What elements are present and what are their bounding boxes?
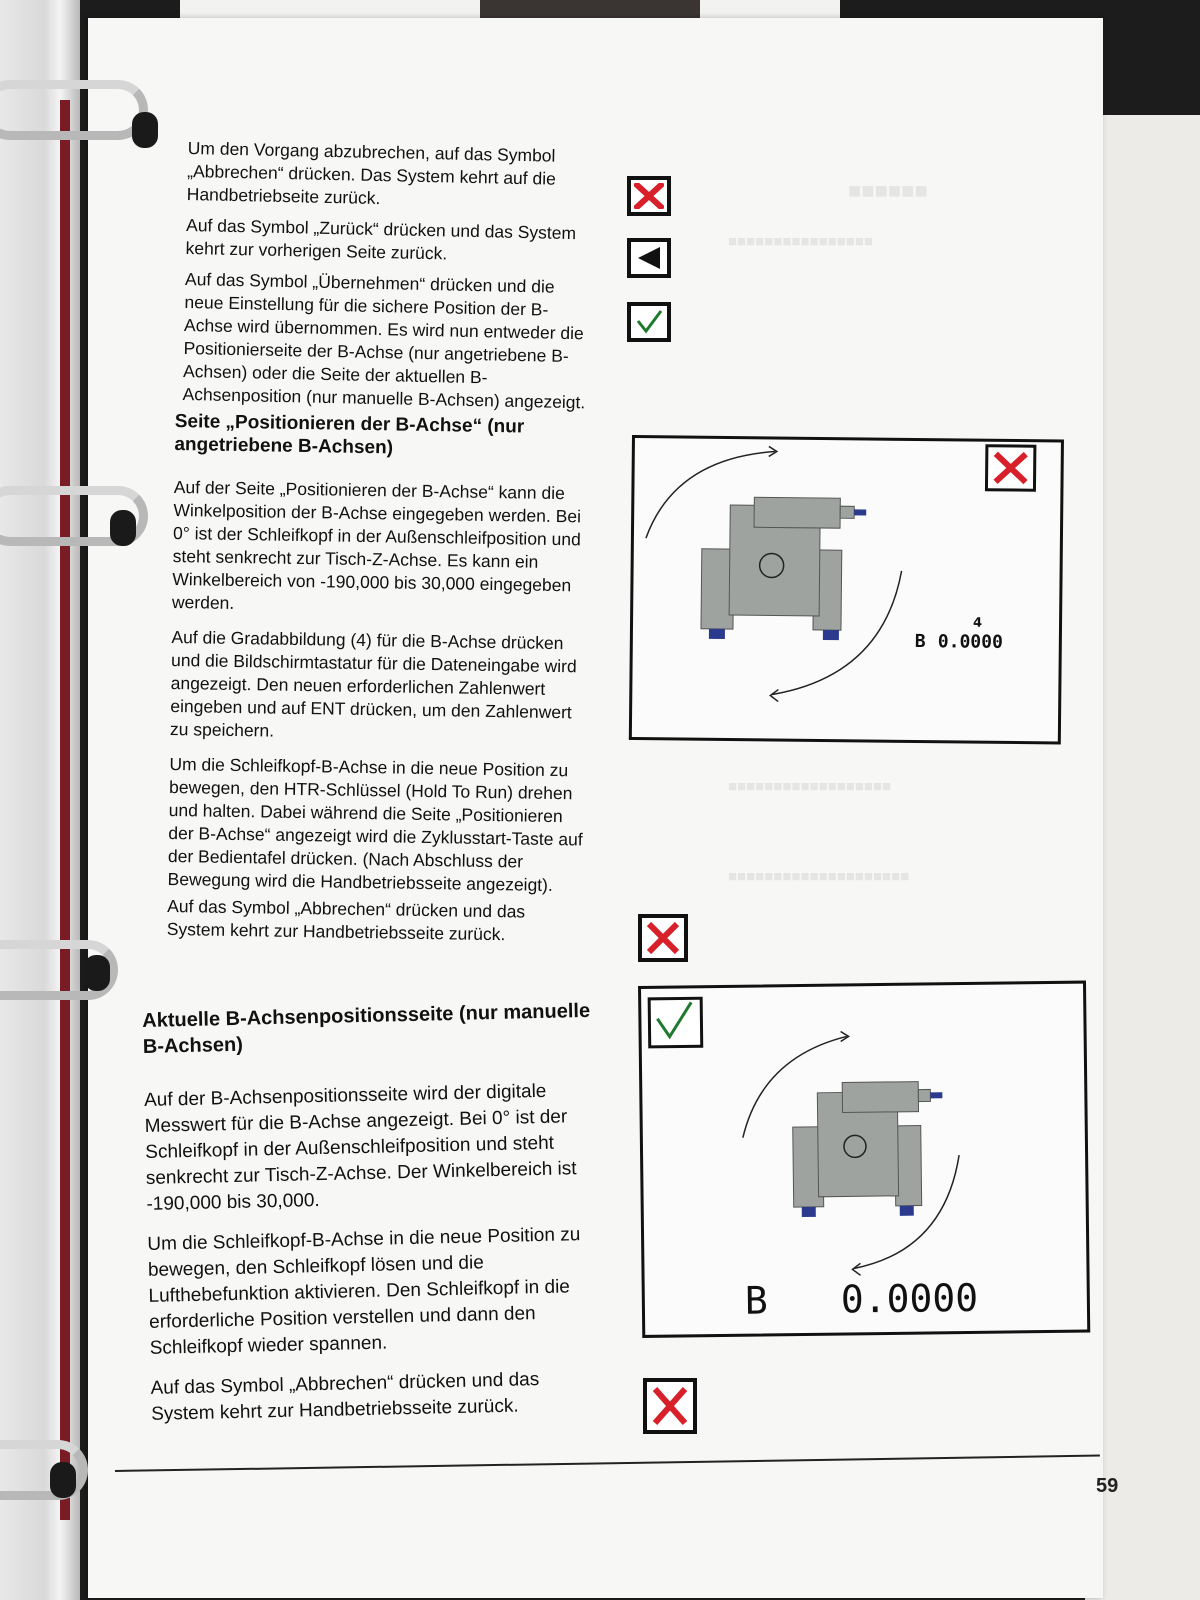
paragraph: Um die Schleifkopf-B-Achse in die neue Position zu bewegen, den HTR-Schlüssel (Hold To Run) drehen und halten. Dabei während die Seite „Positionieren der B-Achse“ angezeigt wird die Zyklusstart-Taste auf der Bedientafel drücken. (Nach Abschluss der Bewegung wird die Handbetriebsseite angezeigt). [167, 753, 583, 895]
paragraph: Auf die Gradabbildung (4) für die B-Achse drücken und die Bildschirmtastatur für die Dateneingabe wird angezeigt. Den neuen erforderlichen Zahlenwert eingeben und auf ENT drücken, um den Zahlenwert zu speichern. [169, 626, 577, 741]
grinding-head-diagram [701, 497, 866, 641]
show-through-text: ■■■■■■■■■■■■■■■■■■ [728, 778, 892, 795]
paragraph: Um die Schleifkopf-B-Achse in die neue Position zu bewegen, den Schleifkopf lösen und die Lufthebefunktion aktivieren. Den Schleifkopf in die erforderliche Position verstellen und dann den Schleifkopf wieder spannen. [147, 1224, 581, 1359]
cancel-icon [643, 1378, 697, 1434]
cancel-icon [986, 446, 1034, 491]
show-through-text: ■■■■■■ [848, 178, 928, 203]
binder-red-edge [60, 100, 70, 1520]
binder-ring [0, 80, 148, 140]
screen-aktuelle-b-achsenposition [638, 981, 1090, 1338]
show-through-text: ■■■■■■■■■■■■■■■■■■■■ [728, 868, 910, 885]
paragraph: Auf das Symbol „Abbrechen“ drücken und das System kehrt zur Handbetriebsseite zurück. [166, 895, 526, 945]
page-number: 59 [1096, 1475, 1119, 1497]
binder-ring-end [84, 955, 110, 991]
binder-ring-end [50, 1462, 76, 1498]
b-axis-position-value: 0.0000 [840, 1275, 979, 1322]
section-heading: Aktuelle B-Achsenpositionsseite (nur manuelle B-Achsen) [142, 999, 591, 1058]
text-block-top [182, 137, 598, 415]
screen-positionieren-b-achse [629, 435, 1064, 745]
section-positionieren [167, 410, 595, 948]
paragraph: Auf das Symbol „Abbrechen“ drücken und das System kehrt zur Handbetriebsseite zurück. [150, 1369, 540, 1425]
section-aktuelle-position [142, 998, 606, 1428]
accept-checkmark-icon [649, 998, 702, 1047]
callout-number: 4 [972, 615, 983, 631]
axis-label: B [744, 1278, 769, 1323]
b-axis-degree-value[interactable]: 0.0000 [937, 631, 1003, 653]
axis-label[interactable]: B [914, 630, 926, 653]
back-arrow-icon [627, 238, 671, 278]
accept-checkmark-icon [627, 302, 671, 342]
binder-ring-end [132, 112, 158, 148]
paragraph: Auf der Seite „Positionieren der B-Achse“ kann die Winkelposition der B-Achse eingegeben werden. Bei 0° ist der Schleifkopf in der Außenschleifposition und steht senkrecht zur Tisch-Z-Achse. Es kann ein Winkelbereich von -190,000 bis 30,000 eingegeben werden. [171, 476, 582, 613]
section-heading: Seite „Positionieren der B-Achse“ (nur angetriebene B-Achsen) [174, 410, 525, 459]
show-through-text: ■■■■■■■■■■■■■■■■ [728, 233, 873, 250]
binder-ring-end [110, 510, 136, 546]
paragraph-cancel: Um den Vorgang abzubrechen, auf das Symbol „Abbrechen“ drücken. Das System kehrt auf die Handbetriebseite zurück. [186, 137, 557, 209]
paragraph-back: Auf das Symbol „Zurück“ drücken und das System kehrt zur vorherigen Seite zurück. [185, 214, 577, 264]
cancel-icon [638, 914, 688, 962]
cancel-icon [627, 176, 671, 216]
paragraph-accept: Auf das Symbol „Übernehmen“ drücken und die neue Einstellung für die sichere Position der B-Achse wird übernommen. Es wird nun entweder die Positionierseite der B-Achse (nur angetriebene B-Achsen) oder die Seite der aktuellen B-Achsenposition (nur manuelle B-Achsen) angezeigt. [182, 268, 586, 413]
paragraph: Auf der B-Achsenpositionsseite wird der digitale Messwert für die B-Achse angezeigt. Bei 0° ist der Schleifkopf in der Außenschleifposition und steht senkrecht zur Tisch-Z-Achse. Der Winkelbereich ist -190,000 bis 30,000. [143, 1080, 577, 1215]
grinding-head-diagram [792, 1081, 944, 1217]
